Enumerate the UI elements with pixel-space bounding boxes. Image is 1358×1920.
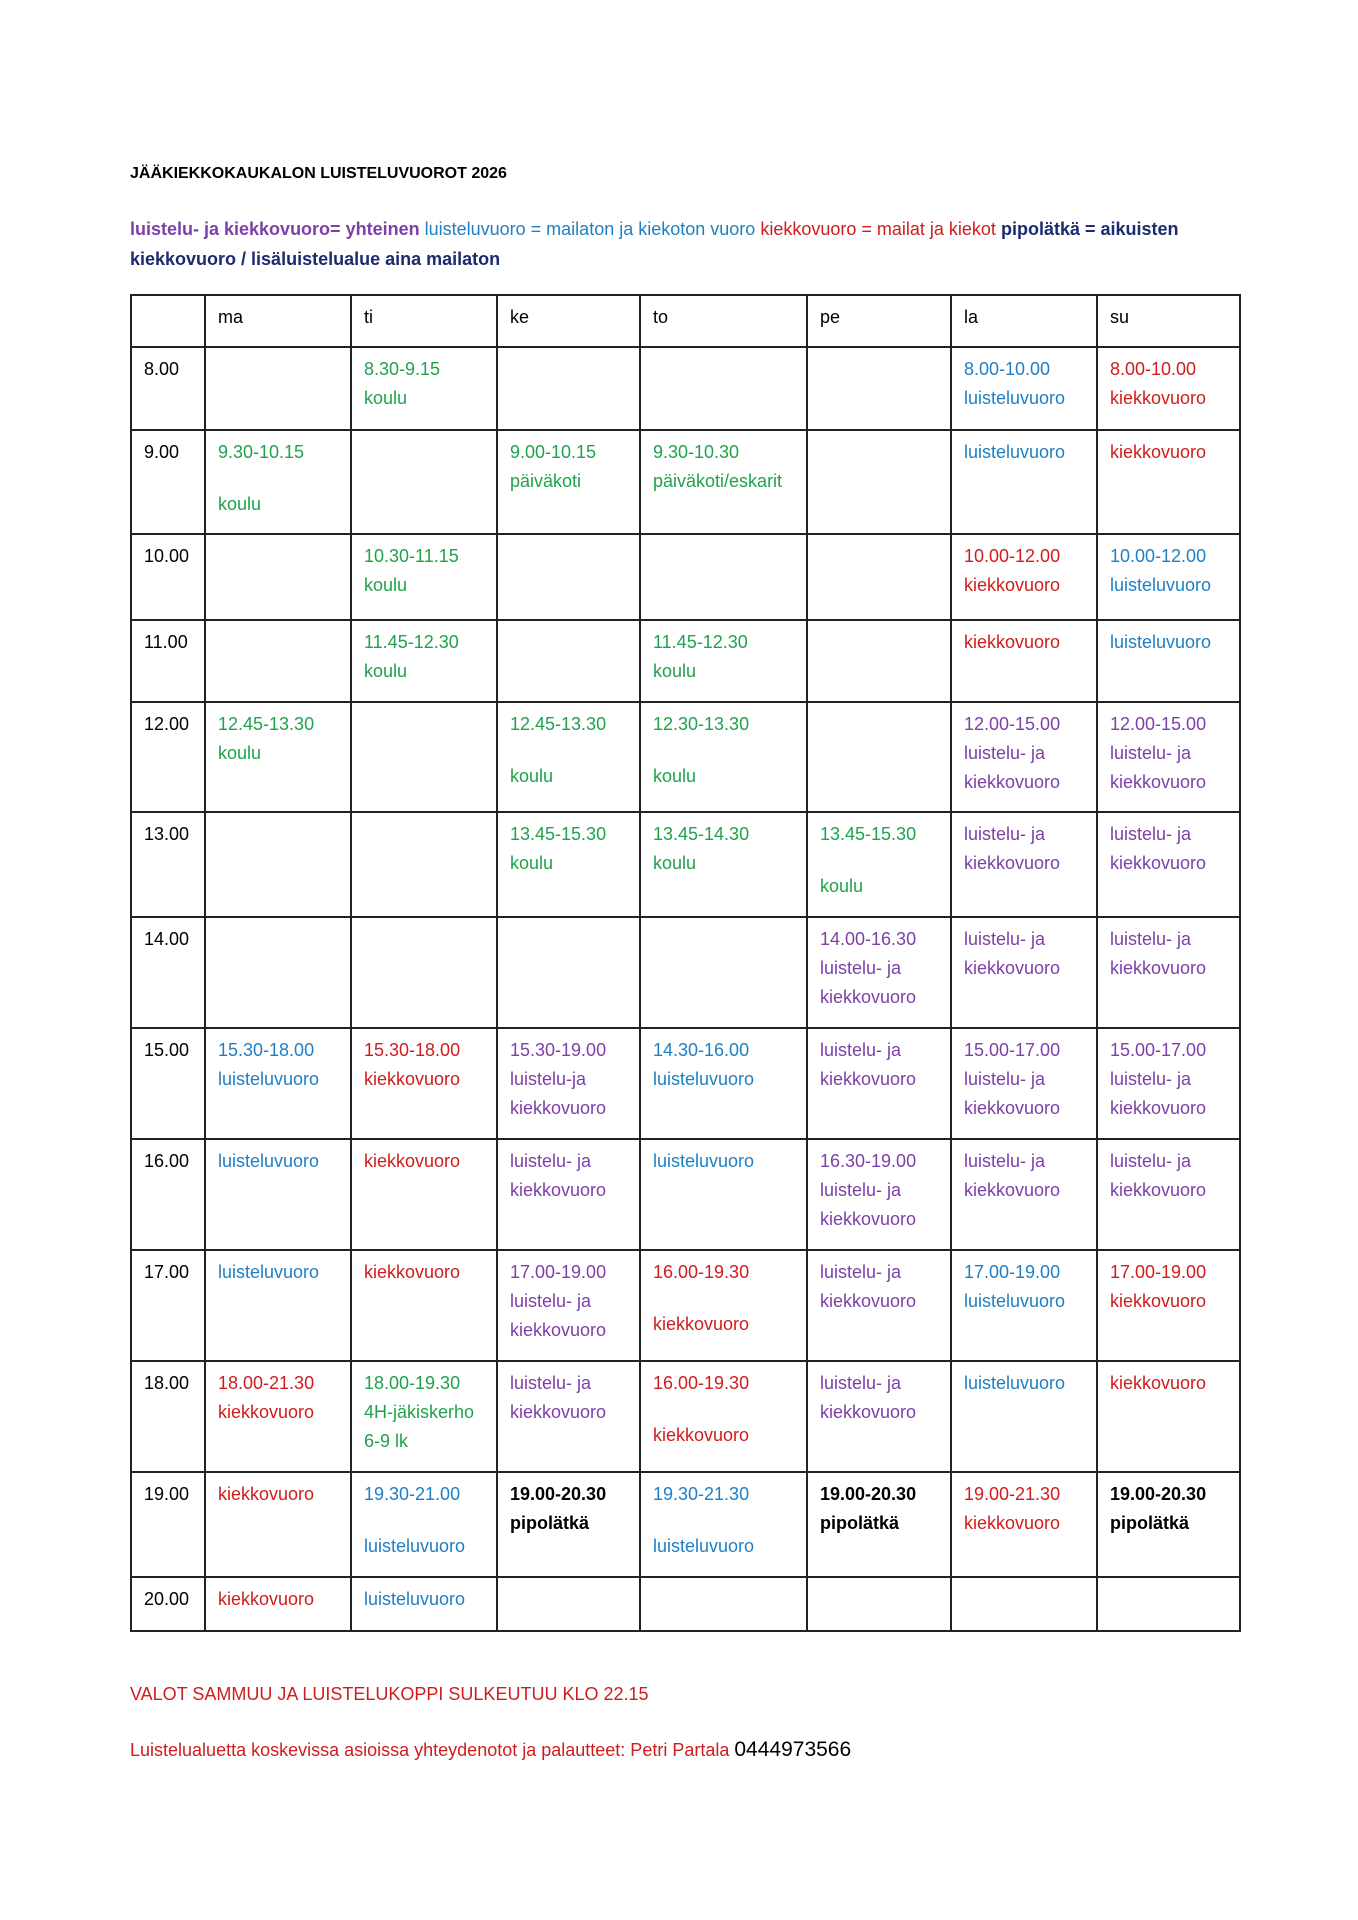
header-row bbox=[131, 295, 1240, 347]
cell-spacer bbox=[364, 1509, 484, 1532]
cell-line: kiekkovuoro bbox=[820, 1069, 917, 1089]
time-cell: 18.00 bbox=[131, 1361, 205, 1472]
time-cell: 19.00 bbox=[131, 1472, 205, 1577]
closing-notice: VALOT SAMMUU JA LUISTELUKOPPI SULKEUTUU KLO 22.15 bbox=[130, 1684, 649, 1704]
cell-line: luisteluvuoro bbox=[964, 1291, 1066, 1311]
schedule-cell bbox=[1097, 1028, 1240, 1139]
cell-line: 18.00-19.30 bbox=[364, 1373, 461, 1393]
schedule-row bbox=[131, 1577, 1240, 1631]
legend bbox=[130, 214, 1250, 274]
cell-line: luistelu- ja bbox=[964, 824, 1046, 844]
cell-line: luisteluvuoro bbox=[653, 1151, 755, 1171]
cell-line: kiekkovuoro bbox=[364, 1069, 461, 1089]
cell-line: 10.30-11.15 bbox=[364, 546, 459, 566]
schedule-row bbox=[131, 812, 1240, 917]
cell-line: kiekkovuoro bbox=[820, 987, 917, 1007]
cell-line: 16.00-19.30 bbox=[653, 1373, 750, 1393]
cell-line: 19.00-21.30 bbox=[964, 1484, 1061, 1504]
cell-line: 15.30-19.00 bbox=[510, 1040, 607, 1060]
schedule-cell bbox=[1097, 1361, 1240, 1472]
cell-line: luisteluvuoro bbox=[653, 1536, 755, 1556]
schedule-cell bbox=[497, 347, 640, 430]
schedule-cell bbox=[205, 534, 351, 620]
cell-line: kiekkovuoro bbox=[964, 1180, 1061, 1200]
schedule-cell bbox=[205, 1361, 351, 1472]
cell-line: kiekkovuoro bbox=[1110, 1098, 1207, 1118]
schedule-cell bbox=[807, 1577, 951, 1631]
cell-line: kiekkovuoro bbox=[510, 1098, 607, 1118]
schedule-cell bbox=[807, 1361, 951, 1472]
page-title: JÄÄKIEKKOKAUKALON LUISTELUVUOROT 2026 bbox=[130, 165, 507, 182]
cell-spacer bbox=[820, 849, 938, 872]
cell-line: pipolätkä bbox=[820, 1513, 900, 1533]
time-cell: 13.00 bbox=[131, 812, 205, 917]
cell-line: luistelu- ja bbox=[1110, 1151, 1192, 1171]
schedule-row bbox=[131, 917, 1240, 1028]
cell-line: kiekkovuoro bbox=[820, 1209, 917, 1229]
schedule-row bbox=[131, 1361, 1240, 1472]
cell-line: 9.30-10.15 bbox=[218, 442, 305, 462]
cell-line: 19.00-20.30 bbox=[820, 1484, 917, 1504]
schedule-cell bbox=[497, 430, 640, 534]
cell-spacer bbox=[653, 739, 794, 762]
schedule-row bbox=[131, 534, 1240, 620]
cell-line: 6-9 lk bbox=[364, 1431, 409, 1451]
cell-line: luistelu- ja bbox=[820, 1373, 902, 1393]
cell-line: koulu bbox=[653, 766, 697, 786]
schedule-cell bbox=[351, 1250, 497, 1361]
schedule-cell bbox=[951, 620, 1097, 702]
schedule-cell bbox=[351, 347, 497, 430]
cell-line: kiekkovuoro bbox=[964, 958, 1061, 978]
schedule-cell bbox=[497, 1577, 640, 1631]
schedule-cell bbox=[497, 702, 640, 812]
schedule-cell bbox=[640, 534, 807, 620]
time-cell: 8.00 bbox=[131, 347, 205, 430]
schedule-cell bbox=[497, 620, 640, 702]
schedule-cell bbox=[351, 1139, 497, 1250]
cell-line: 10.00-12.00 bbox=[964, 546, 1061, 566]
schedule-cell bbox=[1097, 702, 1240, 812]
schedule-cell bbox=[497, 1472, 640, 1577]
cell-line: 10.00-12.00 bbox=[1110, 546, 1207, 566]
schedule-cell bbox=[807, 1139, 951, 1250]
schedule-cell bbox=[807, 1028, 951, 1139]
schedule-cell bbox=[1097, 812, 1240, 917]
cell-line: kiekkovuoro bbox=[1110, 388, 1207, 408]
cell-line: luisteluvuoro bbox=[964, 388, 1066, 408]
cell-line: kiekkovuoro bbox=[510, 1180, 607, 1200]
schedule-cell bbox=[351, 1472, 497, 1577]
schedule-cell bbox=[205, 1139, 351, 1250]
cell-spacer bbox=[653, 1398, 794, 1421]
cell-line: luistelu- ja bbox=[1110, 1069, 1192, 1089]
cell-line: luistelu- ja bbox=[820, 1180, 902, 1200]
cell-line: 16.00-19.30 bbox=[653, 1262, 750, 1282]
cell-spacer bbox=[218, 467, 338, 490]
cell-line: kiekkovuoro bbox=[653, 1314, 750, 1334]
schedule-cell bbox=[351, 430, 497, 534]
cell-line: luistelu- ja bbox=[510, 1373, 592, 1393]
schedule-cell bbox=[205, 1472, 351, 1577]
cell-line: 15.00-17.00 bbox=[964, 1040, 1061, 1060]
schedule-cell bbox=[807, 1250, 951, 1361]
cell-spacer bbox=[510, 739, 627, 762]
cell-line: 15.30-18.00 bbox=[364, 1040, 461, 1060]
cell-line: koulu bbox=[820, 876, 864, 896]
schedule-cell bbox=[497, 1028, 640, 1139]
legend-hockey: kiekkovuoro = mailat ja kiekot bbox=[760, 219, 996, 239]
cell-line: luistelu- ja bbox=[964, 743, 1046, 763]
cell-line: kiekkovuoro bbox=[364, 1151, 461, 1171]
schedule-cell bbox=[497, 1139, 640, 1250]
schedule-cell bbox=[807, 430, 951, 534]
cell-line: luistelu- ja bbox=[820, 1040, 902, 1060]
schedule-row bbox=[131, 1028, 1240, 1139]
cell-line: koulu bbox=[218, 494, 262, 514]
schedule-cell bbox=[1097, 1250, 1240, 1361]
cell-line: luistelu- ja bbox=[1110, 929, 1192, 949]
contact-text: Luistelualuetta koskevissa asioissa yhteydenotot ja palautteet: Petri Partala bbox=[130, 1740, 730, 1760]
cell-line: kiekkovuoro bbox=[1110, 1291, 1207, 1311]
cell-line: 15.00-17.00 bbox=[1110, 1040, 1207, 1060]
schedule-cell bbox=[1097, 1472, 1240, 1577]
schedule-cell bbox=[351, 534, 497, 620]
cell-line: koulu bbox=[364, 388, 408, 408]
schedule-cell bbox=[640, 1250, 807, 1361]
schedule-cell bbox=[951, 534, 1097, 620]
cell-line: 19.30-21.30 bbox=[653, 1484, 750, 1504]
schedule-cell bbox=[951, 347, 1097, 430]
cell-line: koulu bbox=[510, 766, 554, 786]
corner-cell bbox=[131, 295, 205, 347]
schedule-cell bbox=[640, 1361, 807, 1472]
cell-line: 13.45-15.30 bbox=[510, 824, 607, 844]
cell-line: 17.00-19.00 bbox=[1110, 1262, 1207, 1282]
time-cell: 16.00 bbox=[131, 1139, 205, 1250]
schedule-cell bbox=[951, 702, 1097, 812]
schedule-row bbox=[131, 702, 1240, 812]
schedule-row bbox=[131, 430, 1240, 534]
cell-line: 12.00-15.00 bbox=[964, 714, 1061, 734]
cell-line: 12.30-13.30 bbox=[653, 714, 750, 734]
cell-line: 9.00-10.15 bbox=[510, 442, 597, 462]
cell-spacer bbox=[653, 1287, 794, 1310]
cell-line: kiekkovuoro bbox=[964, 575, 1061, 595]
schedule-cell bbox=[807, 812, 951, 917]
schedule-row bbox=[131, 1472, 1240, 1577]
schedule-cell bbox=[807, 347, 951, 430]
schedule-row bbox=[131, 1250, 1240, 1361]
cell-line: koulu bbox=[218, 743, 262, 763]
cell-line: kiekkovuoro bbox=[820, 1402, 917, 1422]
schedule-cell bbox=[640, 620, 807, 702]
schedule-cell bbox=[640, 1577, 807, 1631]
schedule-cell bbox=[640, 812, 807, 917]
contact-line bbox=[130, 1738, 851, 1762]
cell-line: 18.00-21.30 bbox=[218, 1373, 315, 1393]
day-header: pe bbox=[807, 295, 951, 347]
schedule-cell bbox=[951, 1361, 1097, 1472]
cell-line: luistelu- ja bbox=[1110, 824, 1192, 844]
schedule-cell bbox=[640, 347, 807, 430]
cell-line: kiekkovuoro bbox=[653, 1425, 750, 1445]
cell-line: 4H-jäkiskerho bbox=[364, 1402, 475, 1422]
phone-number: 0444973566 bbox=[734, 1738, 852, 1761]
schedule-row bbox=[131, 347, 1240, 430]
cell-line: päiväkoti bbox=[510, 471, 582, 491]
cell-line: 17.00-19.00 bbox=[510, 1262, 607, 1282]
schedule-cell bbox=[1097, 347, 1240, 430]
schedule-table bbox=[130, 294, 1241, 1632]
cell-line: kiekkovuoro bbox=[510, 1320, 607, 1340]
schedule-cell bbox=[951, 1577, 1097, 1631]
schedule-cell bbox=[351, 1577, 497, 1631]
time-cell: 9.00 bbox=[131, 430, 205, 534]
schedule-cell bbox=[640, 1472, 807, 1577]
schedule-cell bbox=[640, 702, 807, 812]
cell-line: 12.45-13.30 bbox=[510, 714, 607, 734]
legend-pipolatka: pipolätkä = aikuisten kiekkovuoro / lisäluistelualue aina mailaton bbox=[130, 219, 1179, 269]
time-cell: 10.00 bbox=[131, 534, 205, 620]
schedule-cell bbox=[1097, 534, 1240, 620]
schedule-row bbox=[131, 620, 1240, 702]
schedule-cell bbox=[951, 812, 1097, 917]
schedule-cell bbox=[807, 702, 951, 812]
cell-line: 13.45-14.30 bbox=[653, 824, 750, 844]
cell-line: 16.30-19.00 bbox=[820, 1151, 917, 1171]
schedule-cell bbox=[807, 917, 951, 1028]
schedule-cell bbox=[807, 620, 951, 702]
cell-line: kiekkovuoro bbox=[1110, 772, 1207, 792]
cell-line: koulu bbox=[510, 853, 554, 873]
cell-line: luisteluvuoro bbox=[964, 442, 1066, 462]
cell-line: koulu bbox=[653, 853, 697, 873]
schedule-cell bbox=[640, 1028, 807, 1139]
schedule-cell bbox=[205, 1028, 351, 1139]
cell-line: kiekkovuoro bbox=[964, 1098, 1061, 1118]
cell-line: kiekkovuoro bbox=[1110, 853, 1207, 873]
schedule-cell bbox=[497, 917, 640, 1028]
day-header: ma bbox=[205, 295, 351, 347]
schedule-cell bbox=[351, 1028, 497, 1139]
cell-line: 8.00-10.00 bbox=[1110, 359, 1197, 379]
cell-line: 13.45-15.30 bbox=[820, 824, 917, 844]
cell-line: päiväkoti/eskarit bbox=[653, 471, 783, 491]
cell-line: kiekkovuoro bbox=[964, 632, 1061, 652]
time-cell: 12.00 bbox=[131, 702, 205, 812]
schedule-cell bbox=[807, 534, 951, 620]
schedule-cell bbox=[351, 1361, 497, 1472]
cell-line: luisteluvuoro bbox=[364, 1536, 466, 1556]
cell-line: luistelu- ja bbox=[510, 1151, 592, 1171]
cell-line: luistelu- ja bbox=[1110, 743, 1192, 763]
cell-line: koulu bbox=[364, 661, 408, 681]
cell-line: 12.45-13.30 bbox=[218, 714, 315, 734]
schedule-cell bbox=[640, 1139, 807, 1250]
cell-line: kiekkovuoro bbox=[218, 1589, 315, 1609]
cell-line: kiekkovuoro bbox=[218, 1484, 315, 1504]
cell-line: 12.00-15.00 bbox=[1110, 714, 1207, 734]
cell-line: kiekkovuoro bbox=[1110, 1373, 1207, 1393]
cell-line: 17.00-19.00 bbox=[964, 1262, 1061, 1282]
cell-line: 19.30-21.00 bbox=[364, 1484, 461, 1504]
schedule-cell bbox=[205, 812, 351, 917]
cell-line: 9.30-10.30 bbox=[653, 442, 740, 462]
schedule-cell bbox=[205, 702, 351, 812]
cell-line: pipolätkä bbox=[1110, 1513, 1190, 1533]
cell-line: luisteluvuoro bbox=[218, 1262, 320, 1282]
cell-spacer bbox=[653, 1509, 794, 1532]
cell-line: kiekkovuoro bbox=[964, 772, 1061, 792]
time-cell: 11.00 bbox=[131, 620, 205, 702]
cell-line: kiekkovuoro bbox=[1110, 958, 1207, 978]
schedule-cell bbox=[351, 812, 497, 917]
cell-line: kiekkovuoro bbox=[510, 1402, 607, 1422]
cell-line: 11.45-12.30 bbox=[364, 632, 459, 652]
schedule-cell bbox=[497, 534, 640, 620]
cell-line: 11.45-12.30 bbox=[653, 632, 748, 652]
cell-line: luisteluvuoro bbox=[218, 1151, 320, 1171]
cell-line: luisteluvuoro bbox=[1110, 632, 1212, 652]
schedule-cell bbox=[205, 917, 351, 1028]
schedule-cell bbox=[807, 1472, 951, 1577]
schedule-cell bbox=[1097, 917, 1240, 1028]
cell-line: 19.00-20.30 bbox=[1110, 1484, 1207, 1504]
cell-line: kiekkovuoro bbox=[364, 1262, 461, 1282]
cell-line: luistelu- ja bbox=[820, 958, 902, 978]
schedule-cell bbox=[351, 702, 497, 812]
schedule-cell bbox=[951, 1250, 1097, 1361]
legend-shared: luistelu- ja kiekkovuoro= yhteinen bbox=[130, 219, 420, 239]
cell-line: kiekkovuoro bbox=[964, 853, 1061, 873]
time-cell: 14.00 bbox=[131, 917, 205, 1028]
cell-line: kiekkovuoro bbox=[218, 1402, 315, 1422]
cell-line: 19.00-20.30 bbox=[510, 1484, 607, 1504]
schedule-cell bbox=[640, 430, 807, 534]
schedule-cell bbox=[205, 1577, 351, 1631]
schedule-cell bbox=[351, 917, 497, 1028]
schedule-cell bbox=[497, 1250, 640, 1361]
cell-line: luisteluvuoro bbox=[964, 1373, 1066, 1393]
cell-line: 8.30-9.15 bbox=[364, 359, 441, 379]
time-cell: 17.00 bbox=[131, 1250, 205, 1361]
schedule-cell bbox=[205, 347, 351, 430]
day-header: ti bbox=[351, 295, 497, 347]
schedule-cell bbox=[951, 430, 1097, 534]
day-header: ke bbox=[497, 295, 640, 347]
cell-line: luisteluvuoro bbox=[218, 1069, 320, 1089]
schedule-cell bbox=[951, 1028, 1097, 1139]
cell-line: 14.30-16.00 bbox=[653, 1040, 750, 1060]
schedule-cell bbox=[1097, 1139, 1240, 1250]
schedule-cell bbox=[1097, 620, 1240, 702]
schedule-cell bbox=[205, 1250, 351, 1361]
schedule-cell bbox=[205, 620, 351, 702]
cell-line: luistelu- ja bbox=[964, 929, 1046, 949]
cell-line: luistelu- ja bbox=[510, 1291, 592, 1311]
schedule-cell bbox=[1097, 1577, 1240, 1631]
cell-line: luistelu- ja bbox=[964, 1069, 1046, 1089]
cell-line: kiekkovuoro bbox=[1110, 442, 1207, 462]
cell-line: 15.30-18.00 bbox=[218, 1040, 315, 1060]
cell-line: pipolätkä bbox=[510, 1513, 590, 1533]
schedule-cell bbox=[951, 1472, 1097, 1577]
cell-line: luisteluvuoro bbox=[364, 1589, 466, 1609]
schedule-cell bbox=[640, 917, 807, 1028]
schedule-row bbox=[131, 1139, 1240, 1250]
cell-line: kiekkovuoro bbox=[1110, 1180, 1207, 1200]
time-cell: 15.00 bbox=[131, 1028, 205, 1139]
day-header: la bbox=[951, 295, 1097, 347]
cell-line: 8.00-10.00 bbox=[964, 359, 1051, 379]
schedule-cell bbox=[205, 430, 351, 534]
day-header: su bbox=[1097, 295, 1240, 347]
cell-line: kiekkovuoro bbox=[964, 1513, 1061, 1533]
schedule-cell bbox=[497, 1361, 640, 1472]
schedule-cell bbox=[497, 812, 640, 917]
schedule-cell bbox=[951, 1139, 1097, 1250]
cell-line: 14.00-16.30 bbox=[820, 929, 917, 949]
cell-line: koulu bbox=[653, 661, 697, 681]
schedule-cell bbox=[951, 917, 1097, 1028]
day-header: to bbox=[640, 295, 807, 347]
cell-line: luistelu- ja bbox=[820, 1262, 902, 1282]
cell-line: luisteluvuoro bbox=[1110, 575, 1212, 595]
cell-line: luisteluvuoro bbox=[653, 1069, 755, 1089]
cell-line: koulu bbox=[364, 575, 408, 595]
legend-skating: luisteluvuoro = mailaton ja kiekoton vuoro bbox=[424, 219, 756, 239]
schedule-cell bbox=[1097, 430, 1240, 534]
cell-line: luistelu-ja bbox=[510, 1069, 587, 1089]
cell-line: luistelu- ja bbox=[964, 1151, 1046, 1171]
schedule-cell bbox=[351, 620, 497, 702]
cell-line: kiekkovuoro bbox=[820, 1291, 917, 1311]
time-cell: 20.00 bbox=[131, 1577, 205, 1631]
